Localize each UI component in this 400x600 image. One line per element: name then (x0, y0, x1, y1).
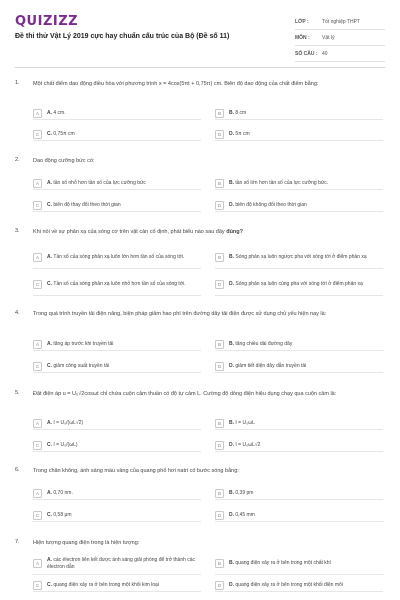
option-letter-prefix: C. (47, 581, 54, 588)
question-text: Trong quá trình truyền tải điện năng, biện pháp giảm hao phí trên đường dây tải điện được sử dụng chủ yếu hiện nay là: (33, 311, 327, 317)
meta-subject-value: Vật lý (322, 34, 335, 41)
question-number: 1. (15, 80, 20, 86)
option-letter-prefix: B. (229, 560, 236, 566)
option-a[interactable] (33, 107, 201, 120)
option-letter-prefix: D. (229, 201, 236, 208)
option-text: B. I = U₀ωL (229, 419, 255, 426)
option-letter: B (215, 559, 224, 568)
meta-class-value: Tốt nghiệp THPT (322, 18, 360, 25)
meta-class-label: LỚP : (295, 18, 309, 25)
option-letter: B (215, 489, 224, 498)
question-text-prefix: Khi nói về sự phản xạ của sóng cơ trên vật cản cố định, phát biểu nào sau đây (33, 229, 227, 235)
option-d[interactable] (215, 509, 383, 522)
option-text: A. 0,70 nm. (47, 489, 73, 496)
option-text: A. các électron liên kết được ánh sáng giải phóng để trở thành các électron dẫn (47, 556, 196, 570)
option-letter-prefix: C. (47, 362, 54, 369)
option-letter: C (33, 130, 42, 139)
option-b[interactable] (215, 553, 383, 575)
option-letter: A (33, 340, 42, 349)
option-letter: B (215, 340, 224, 349)
option-a[interactable] (33, 177, 201, 190)
question-text: Đặt điện áp u = U₀√2cosωt chỉ chứa cuộn cảm thuần có độ tự cảm L. Cường độ dòng điện hiệu dụng chạy qua cuộn cảm là: (33, 391, 337, 397)
option-text: B. 8 cm (229, 109, 247, 116)
option-text: D. biên độ không đổi theo thời gian (229, 201, 307, 208)
option-letter-prefix: C. (47, 281, 54, 287)
option-d[interactable] (215, 274, 383, 296)
option-c[interactable] (33, 579, 201, 592)
option-letter-prefix: C. (47, 441, 54, 448)
option-a[interactable] (33, 338, 201, 351)
option-letter: D (215, 511, 224, 520)
option-text: D. quang điện xảy ra ở bên trong một khối điện môi (229, 581, 343, 588)
option-text: D. Sóng phản xạ luôn cùng pha với sóng tới ở điểm phản xạ (229, 281, 363, 287)
option-b[interactable] (215, 487, 383, 500)
option-text: C. 0,58 μm (47, 511, 72, 518)
option-letter: C (33, 581, 42, 590)
option-text: A. 4 cm. (47, 109, 66, 116)
option-letter-prefix: B. (229, 489, 236, 496)
question-number: 5. (15, 390, 20, 396)
option-letter-prefix: B. (229, 109, 236, 116)
option-d[interactable] (215, 439, 383, 452)
option-c[interactable] (33, 509, 201, 522)
option-text: A. Tần số của sóng phản xạ luôn lớn hơn tần số của sóng tới. (47, 254, 185, 260)
option-text: C. Tần số của sóng phản xạ luôn nhỏ hơn tần số của sóng tới. (47, 281, 186, 287)
question-number: 7. (15, 539, 20, 545)
option-c[interactable] (33, 199, 201, 212)
option-a[interactable] (33, 553, 201, 575)
option-text: A. tăng áp trước khi truyền tải (47, 340, 114, 347)
option-text: C. 0,75π cm (47, 130, 75, 137)
option-letter: D (215, 441, 224, 450)
option-letter: D (215, 581, 224, 590)
option-letter: B (215, 109, 224, 118)
question-text: Hiện tượng quang điện trong là hiện tượng: (33, 540, 140, 546)
option-text: B. 0,39 pm (229, 489, 254, 496)
option-letter: C (33, 280, 42, 289)
option-text: D. giảm tiết diện dây dẫn truyền tải (229, 362, 307, 369)
option-c[interactable] (33, 439, 201, 452)
option-letter: A (33, 419, 42, 428)
option-letter-prefix: A. (47, 489, 54, 496)
option-a[interactable] (33, 487, 201, 500)
option-letter-prefix: B. (229, 179, 236, 186)
option-letter-prefix: B. (229, 419, 236, 426)
worksheet-meta (295, 14, 385, 62)
option-text: C. biên độ thay đổi theo thời gian (47, 201, 121, 208)
question-number: 6. (15, 467, 20, 473)
option-d[interactable] (215, 579, 383, 592)
meta-subject-label: MÔN : (295, 34, 310, 41)
question-text: Dao động cưỡng bức có: (33, 158, 95, 164)
quizizz-logo: QUIZIZZ (15, 14, 79, 29)
option-d[interactable] (215, 128, 383, 141)
question-number: 4. (15, 310, 20, 316)
option-text: B. tần số lớn hơn tần số của lực cưỡng bức. (229, 179, 329, 186)
option-b[interactable] (215, 177, 383, 190)
meta-subject-row (295, 30, 385, 46)
option-b[interactable] (215, 107, 383, 120)
option-letter-prefix: C. (47, 130, 54, 137)
option-b[interactable] (215, 417, 383, 430)
question-number: 2. (15, 157, 20, 163)
option-letter: B (215, 419, 224, 428)
worksheet-header (0, 0, 400, 66)
option-letter: C (33, 441, 42, 450)
option-c[interactable] (33, 128, 201, 141)
meta-count-label: SỐ CÂU : (295, 50, 318, 57)
option-text: D. 5π cm (229, 130, 250, 137)
option-c[interactable] (33, 274, 201, 296)
option-letter: B (215, 253, 224, 262)
question-text: Một chất điểm dao động điều hòa với phương trình x = 4cos(5πt + 0,75π) cm. Biên độ dao động của chất điểm bằng: (33, 81, 319, 87)
option-letter: C (33, 362, 42, 371)
question-number: 3. (15, 228, 20, 234)
option-text: D. I = U₀ωL√2 (229, 441, 261, 448)
option-letter-prefix: D. (229, 281, 236, 287)
option-b[interactable] (215, 247, 383, 269)
option-letter-prefix: D. (229, 130, 236, 137)
option-letter: D (215, 280, 224, 289)
option-a[interactable] (33, 417, 201, 430)
option-text: A. I = U₀/(ωL√2) (47, 419, 84, 426)
option-text: C. quang điện xảy ra ở bên trong một khối kim loại (47, 581, 159, 588)
question-text: Trong chân không, ánh sáng màu vàng của quang phổ hơi natri có bước sóng bằng: (33, 468, 239, 474)
option-letter-prefix: A. (47, 556, 54, 563)
option-letter-prefix: C. (47, 511, 54, 518)
option-letter: D (215, 130, 224, 139)
option-text: B. tăng chiều dài đường dây (229, 340, 293, 347)
header-divider (15, 67, 385, 68)
option-letter-prefix: D. (229, 441, 236, 448)
option-b[interactable] (215, 338, 383, 351)
option-text: D. 0,45 mm (229, 511, 255, 518)
option-letter-prefix: A. (47, 340, 54, 347)
option-c[interactable] (33, 360, 201, 373)
meta-class-row (295, 14, 385, 30)
option-letter: C (33, 201, 42, 210)
question-text-emphasis: đúng? (226, 229, 244, 235)
option-letter-prefix: C. (47, 201, 54, 208)
meta-count-value: 40 (322, 50, 328, 57)
option-text: C. I = U₀/(ωL) (47, 441, 78, 448)
option-letter-prefix: A. (47, 254, 54, 260)
page-title: Đề thi thử Vật Lý 2019 cực hay chuẩn cấu trúc của Bộ (Đề số 11) (15, 33, 230, 40)
option-letter: A (33, 179, 42, 188)
option-a[interactable] (33, 247, 201, 269)
option-text: B. quang điện xảy ra ở bên trong một chất khí (229, 560, 331, 566)
option-letter: A (33, 109, 42, 118)
option-letter-prefix: A. (47, 109, 54, 116)
option-letter: C (33, 511, 42, 520)
option-letter-prefix: D. (229, 511, 236, 518)
option-letter-prefix: B. (229, 340, 236, 347)
option-d[interactable] (215, 360, 383, 373)
option-letter-prefix: D. (229, 581, 236, 588)
option-letter-prefix: A. (47, 419, 54, 426)
option-letter: D (215, 362, 224, 371)
question-text (33, 228, 381, 236)
option-letter-prefix: A. (47, 179, 54, 186)
option-text: B. Sóng phản xạ luôn ngược pha với sóng tới ở điểm phản xạ (229, 254, 367, 260)
option-text: A. tần số nhỏ hơn tần số của lực cưỡng bức (47, 179, 146, 186)
option-letter: B (215, 179, 224, 188)
option-text: C. giảm công suất truyền tải (47, 362, 110, 369)
option-letter: A (33, 489, 42, 498)
option-letter: A (33, 253, 42, 262)
option-letter: A (33, 559, 42, 568)
option-letter-prefix: D. (229, 362, 236, 369)
option-letter: D (215, 201, 224, 210)
meta-count-row (295, 46, 385, 62)
option-letter-prefix: B. (229, 254, 236, 260)
option-d[interactable] (215, 199, 383, 212)
